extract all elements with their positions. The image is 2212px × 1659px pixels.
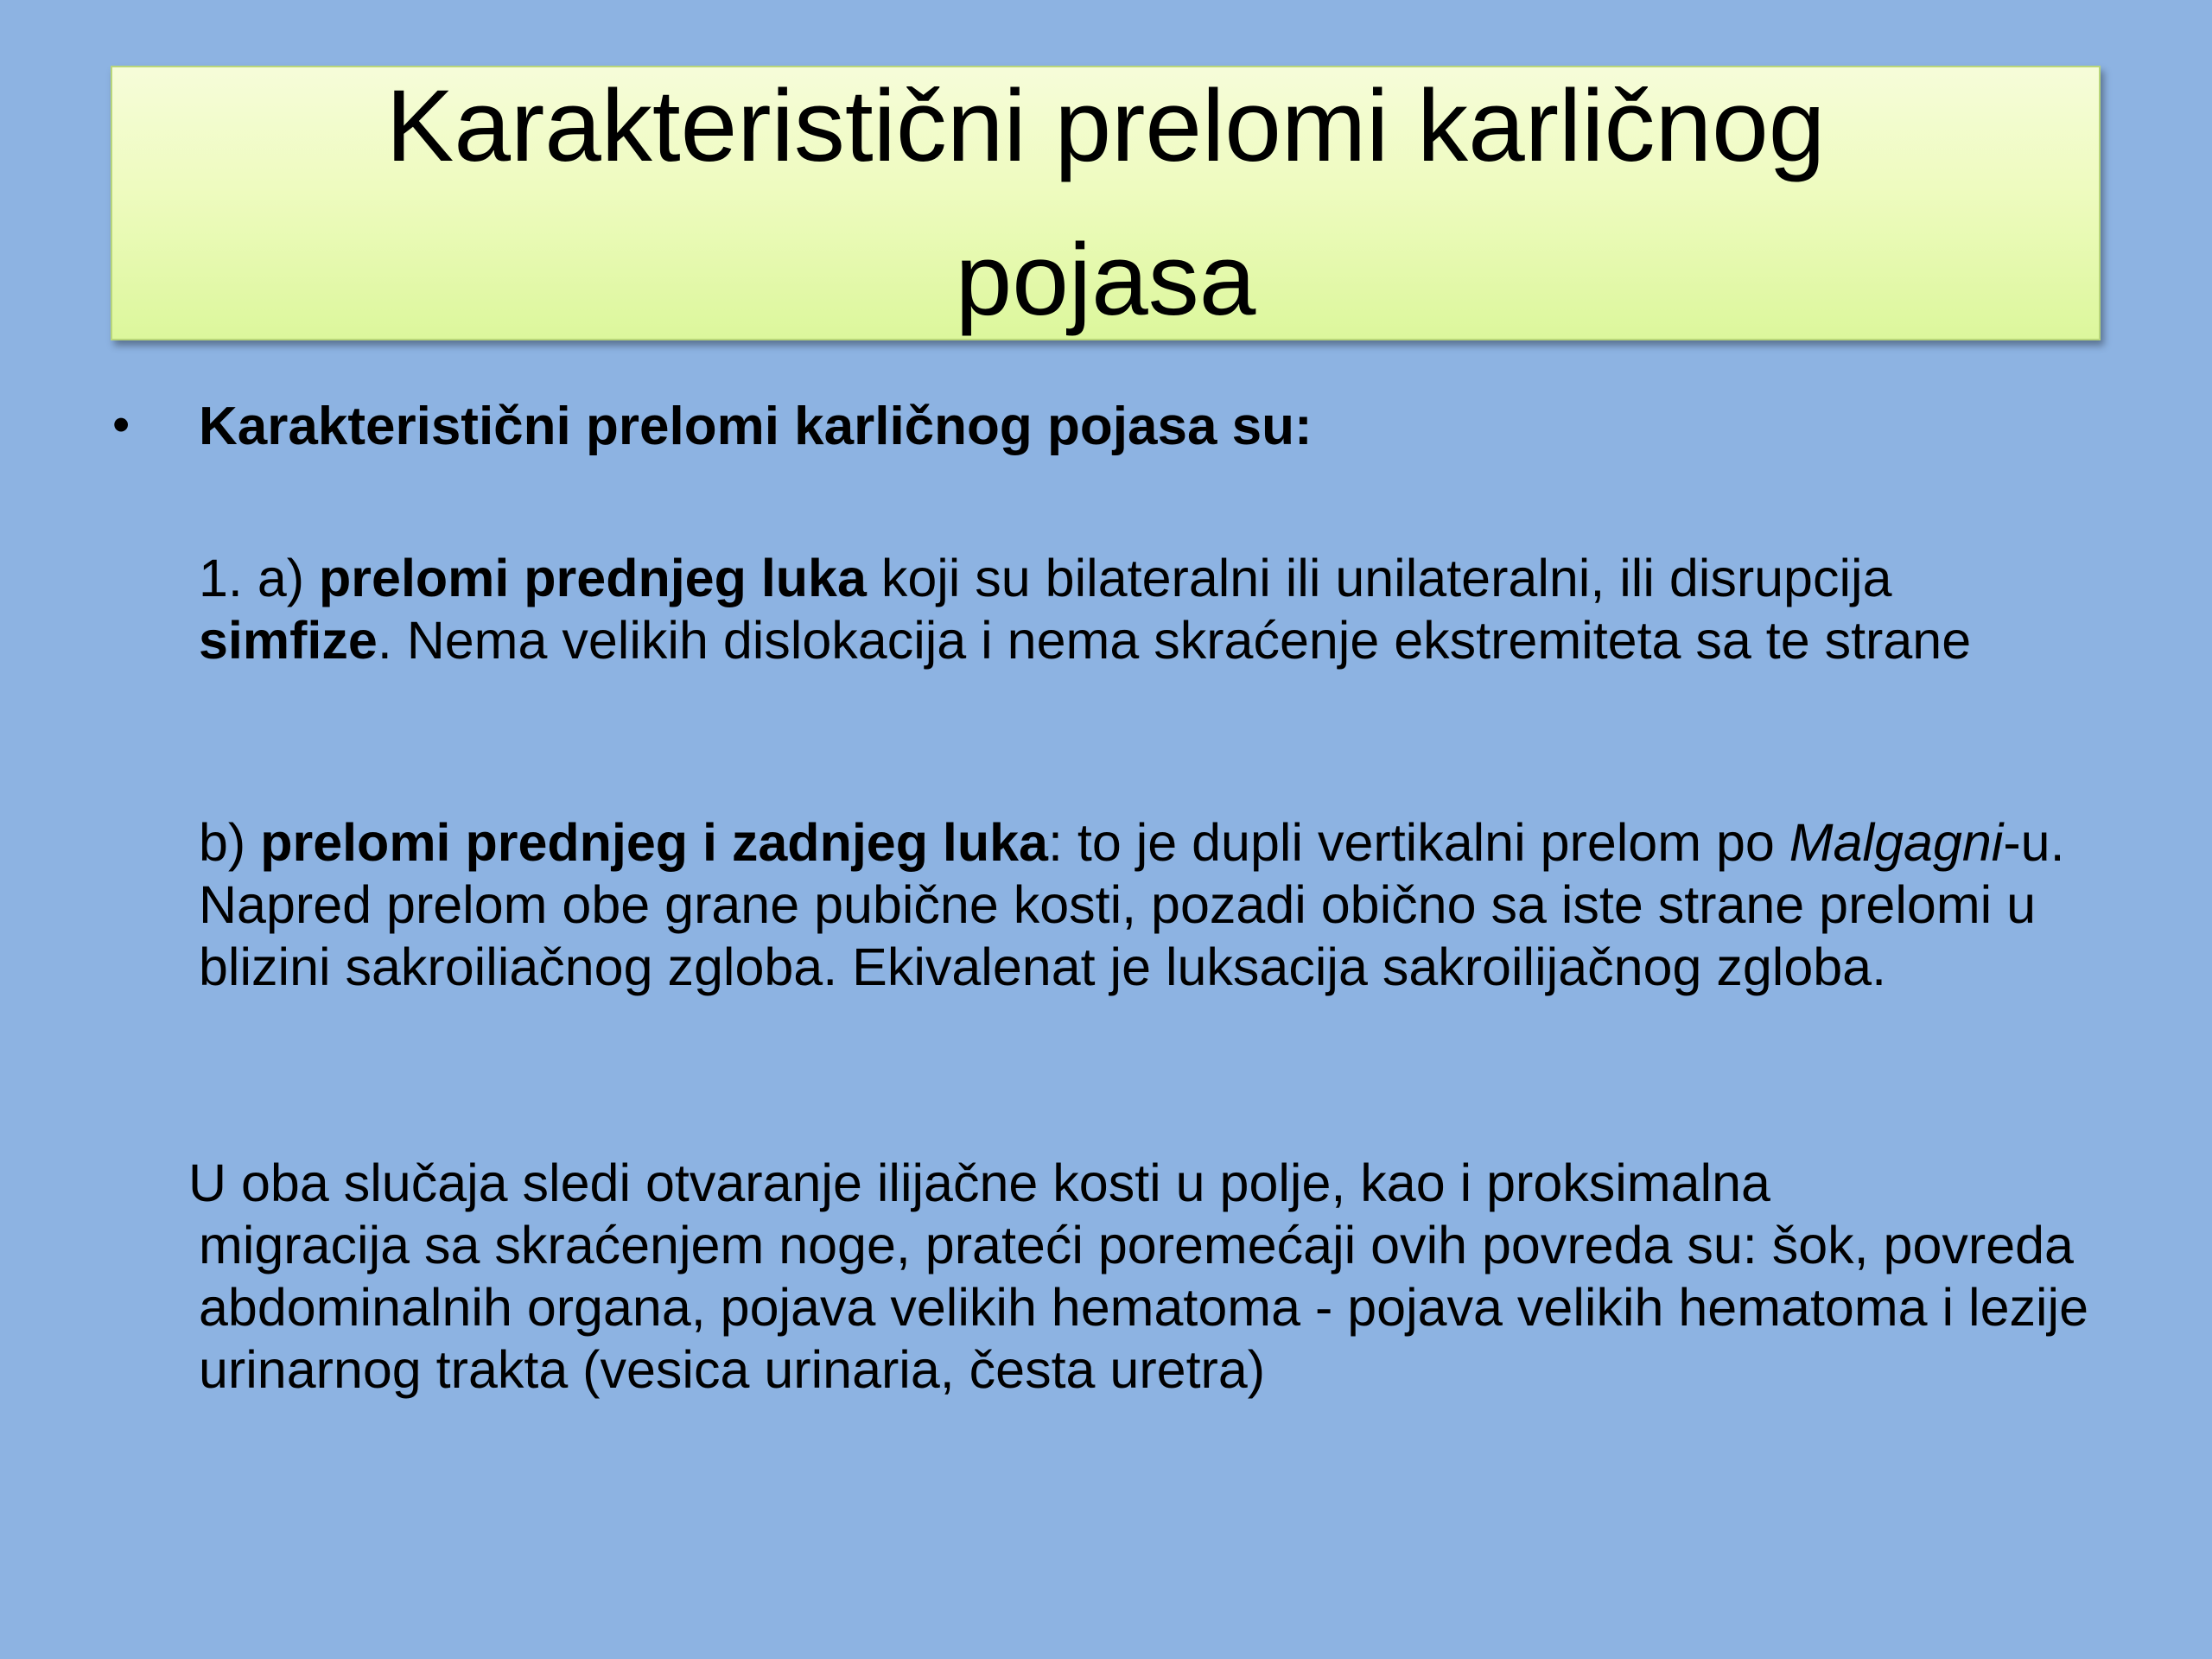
para2-italic-malgagni: Malgagni <box>1789 813 2004 872</box>
paragraph-consequences <box>188 1152 2100 1401</box>
para1-mid: koji su bilateralni ili unilateralni, ili disrupcija <box>866 549 1892 607</box>
para1-prefix: 1. a) <box>199 549 320 607</box>
para2-suffix: -u. Napred prelom obe grane pubične kosti, pozadi obično sa iste strane prelomi u blizini sakroiliačnog zgloba. Ekivalenat je luksacija sakroilijačnog zgloba. <box>199 813 2065 996</box>
para3-first-line: U oba slučaja sledi otvaranje ilijačne kosti u polje, kao i proksimalna <box>188 1154 1770 1212</box>
bullet-marker: • <box>112 397 130 453</box>
para2-mid: : to je dupli vertikalni prelom po <box>1047 813 1789 872</box>
bullet-heading: Karakteristični prelomi karličnog pojasa su: <box>199 397 1313 456</box>
para2-bold-term: prelomi prednjeg i zadnjeg luka <box>260 813 1048 872</box>
paragraph-anterior-arch <box>199 547 2100 671</box>
para1-bold-simfize: simfize <box>199 611 378 670</box>
paragraph-anterior-posterior-arch <box>199 811 2100 998</box>
para2-prefix: b) <box>199 813 261 872</box>
para1-suffix: . Nema velikih dislokacija i nema skraćenje ekstremiteta sa te strane <box>377 611 1972 670</box>
slide-title: Karakteristični prelomi karličnog pojasa <box>385 69 1826 337</box>
para3-rest: migracija sa skraćenjem noge, prateći poremećaji ovih povreda su: šok, povreda abdominalnih organa, pojava velikih hematoma - pojava velikih hematoma i lezije urinarnog trakta (vesica urinaria, česta uretra) <box>199 1216 2089 1399</box>
title-box <box>111 66 2101 340</box>
para1-bold-term: prelomi prednjeg luka <box>319 549 867 607</box>
